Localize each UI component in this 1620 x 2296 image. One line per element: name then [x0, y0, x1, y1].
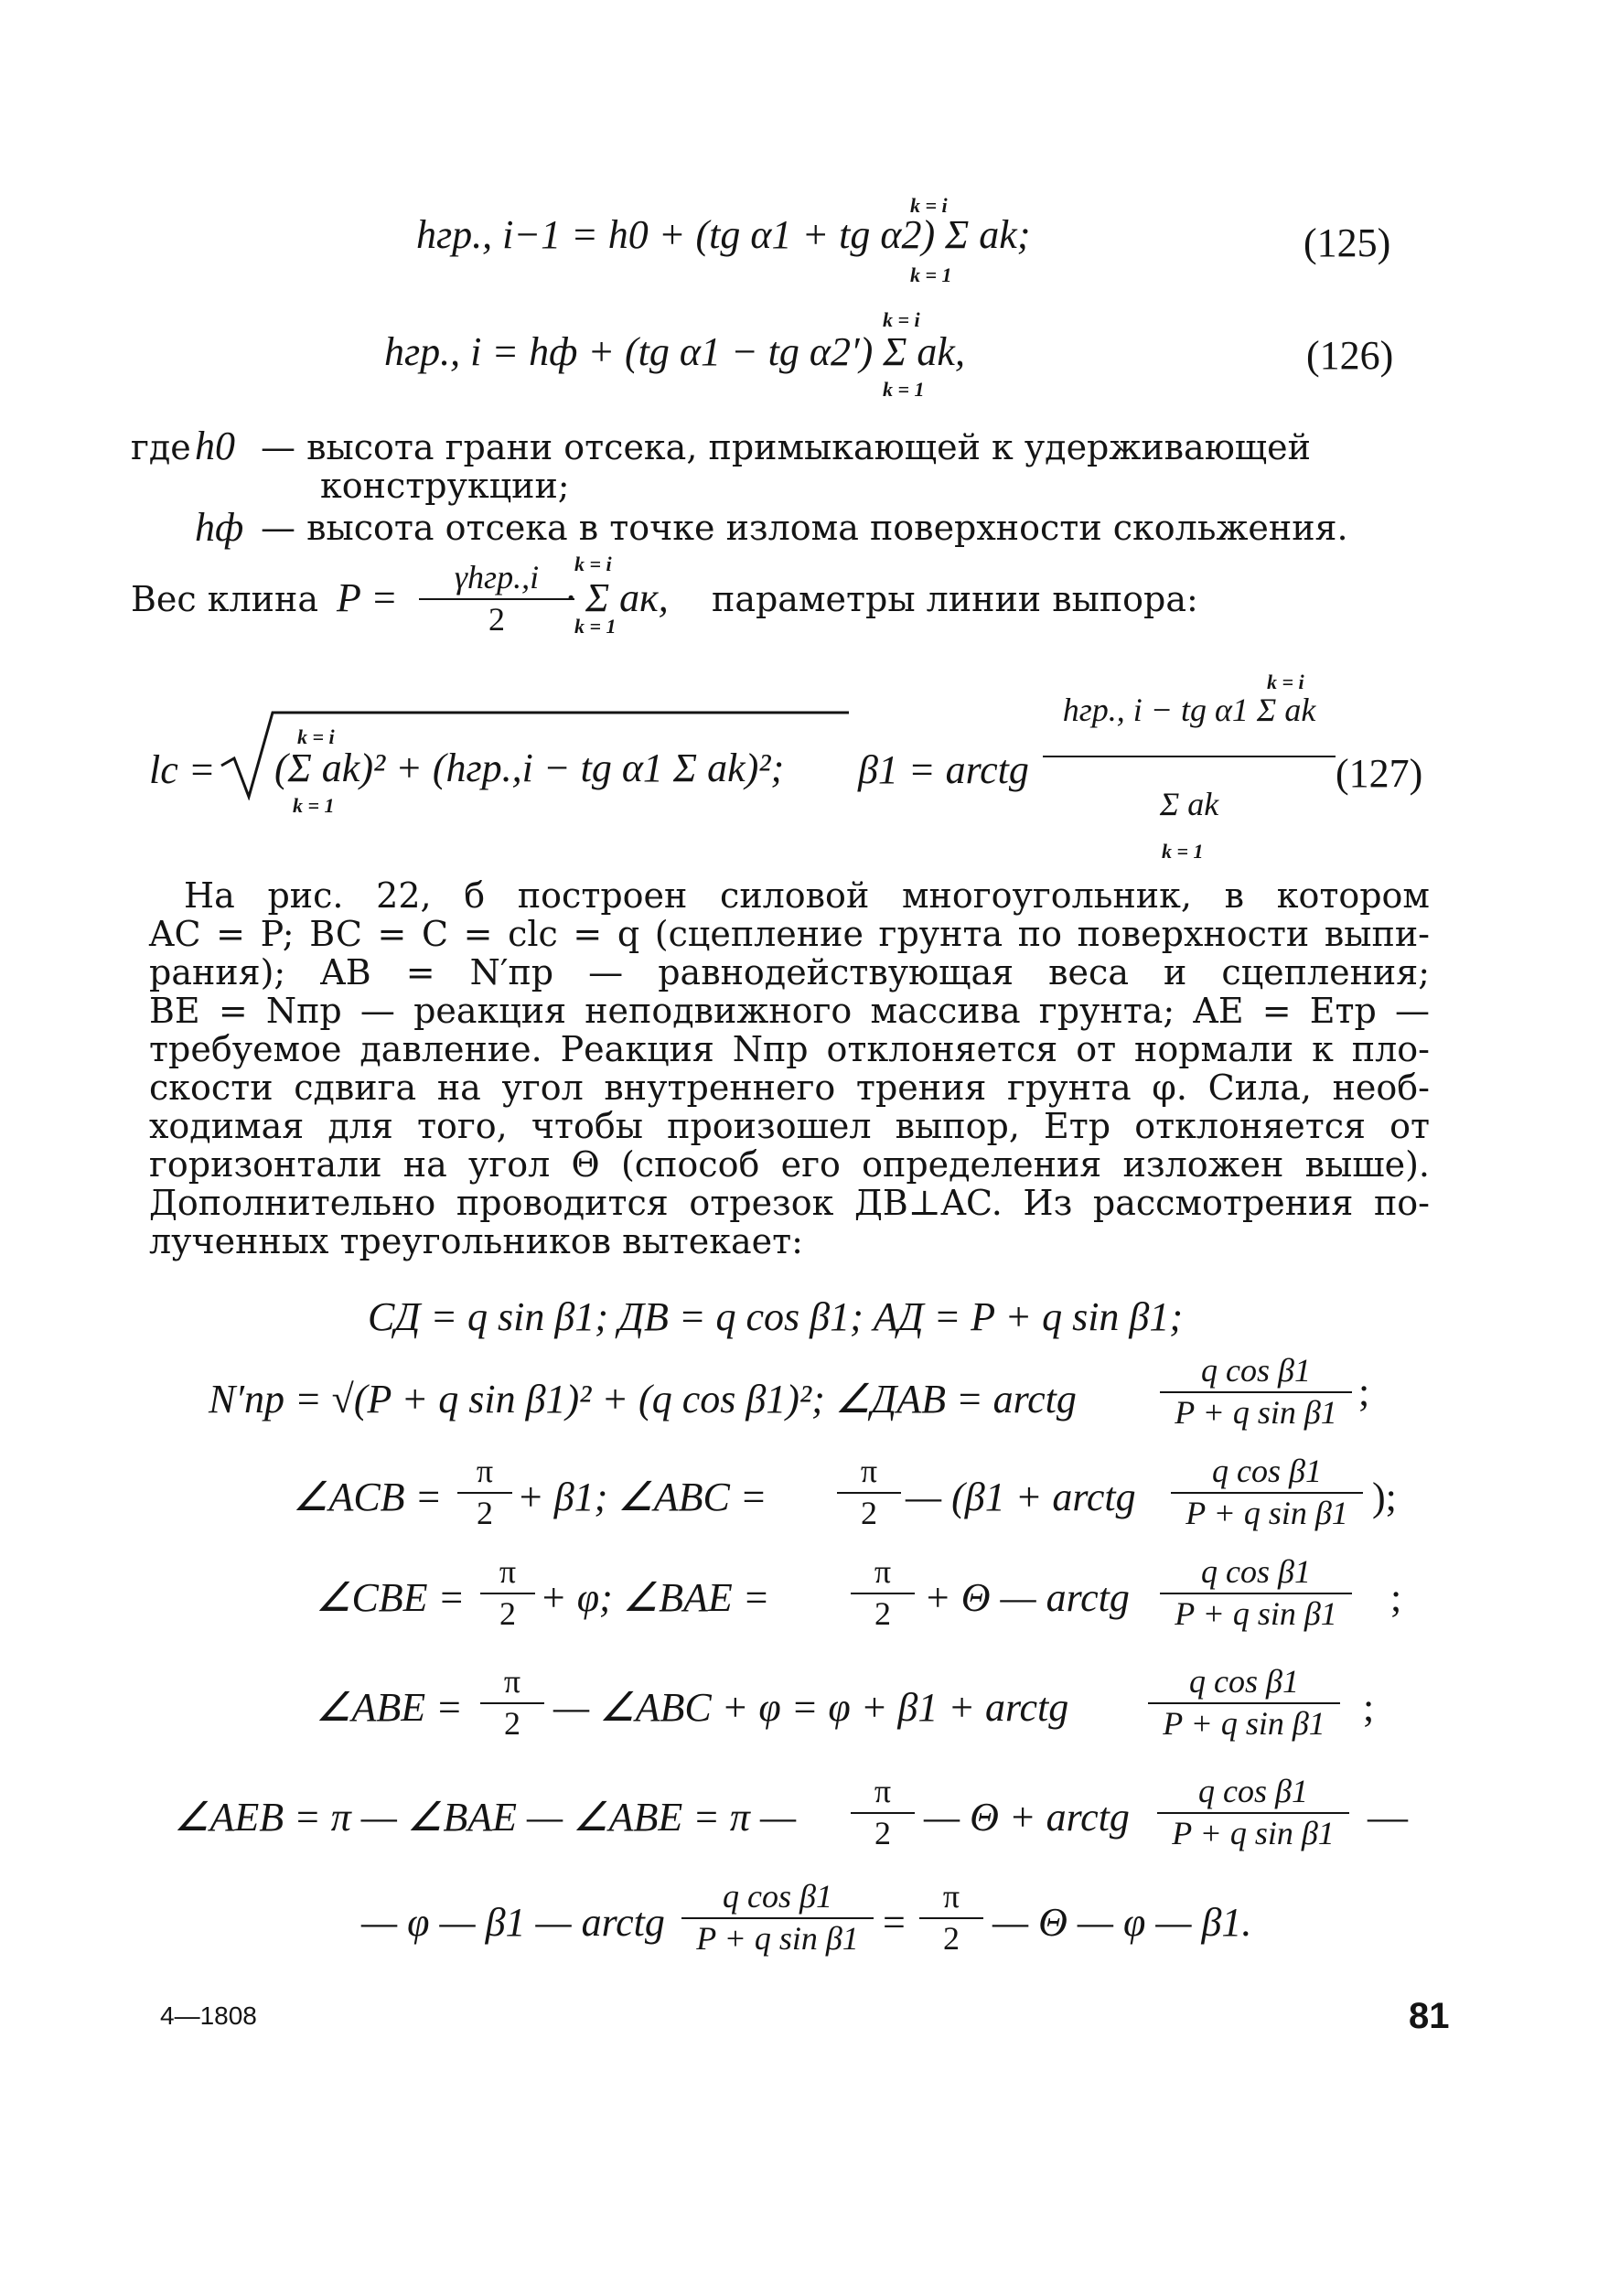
formula-bae-fraction: [1160, 1555, 1352, 1632]
formula-cbe-pi-half: [480, 1555, 535, 1632]
pi-numerator: π: [476, 1453, 494, 1489]
formula-bae-c: + Θ — arctg: [924, 1575, 1130, 1620]
eq127-radicand: (Σ ak)² + (hгр.,i − tg α1 Σ ak)²;: [274, 746, 785, 790]
fraction-bar: [480, 1593, 535, 1594]
eq127-fraction-numerator: hгр., i − tg α1 Σ ak: [1062, 692, 1316, 728]
formula-acb-b: + β1; ∠ABC =: [517, 1475, 767, 1519]
paragraph-line: скости сдвига на угол внутреннего трения грунта φ. Сила, необ-: [149, 1068, 1430, 1108]
formula-cbe-b: + φ; ∠BAE =: [540, 1575, 770, 1620]
eq127-beta-lhs: β1 = arctg: [858, 747, 1029, 792]
fraction-numerator: q cos β1: [1198, 1773, 1308, 1809]
fraction-bar: [1171, 1492, 1363, 1494]
paragraph-line: AC = P; BC = C = clc = q (сцепление грунта по поверхности выпи-: [149, 914, 1430, 954]
eq126-number: (126): [1306, 333, 1394, 378]
formula-bae-pi-half: [851, 1555, 915, 1632]
two-denominator: 2: [477, 1494, 493, 1531]
two-denominator: 2: [499, 1594, 516, 1632]
eq126-limit-bottom: k = 1: [883, 378, 925, 401]
eq126-formula: hгр., i = hф + (tg α1 − tg α2′) Σ ak,: [384, 329, 965, 374]
eq125-number: (125): [1304, 220, 1391, 265]
pi-numerator: π: [874, 1553, 892, 1590]
fraction-bar: [1160, 1391, 1352, 1393]
two-denominator: 2: [874, 1594, 891, 1632]
formula-abe-a: ∠ABE =: [316, 1685, 463, 1730]
fraction-bar: [1148, 1702, 1340, 1704]
pi-numerator: π: [942, 1878, 960, 1915]
formula-cont-eq: =: [883, 1900, 906, 1945]
eq127-limit-bottom-1: k = 1: [293, 794, 335, 817]
formula-aeb-a: ∠AEB = π — ∠BAE — ∠ABE = π —: [174, 1795, 797, 1840]
eq125-limit-bottom: k = 1: [910, 263, 952, 286]
eq127-fraction-denominator: Σ ak: [1159, 785, 1219, 822]
fraction-numerator: q cos β1: [1212, 1453, 1322, 1489]
formula-cont-c: — Θ — φ — β1.: [992, 1900, 1252, 1945]
main-paragraph: [149, 876, 1430, 1261]
paragraph-line: BE = Nпр — реакция неподвижного массива грунта; AE = Eтр —: [149, 991, 1430, 1031]
hf-definition: — высота отсека в точке излома поверхности скольжения.: [261, 508, 1348, 548]
eq127-lc-lhs: lc =: [149, 747, 216, 792]
fraction-bar: [919, 1917, 983, 1919]
hf-symbol: hф: [195, 505, 244, 550]
weight-limit-top: k = i: [574, 553, 612, 575]
formula-abe-fraction: [1148, 1665, 1340, 1742]
two-denominator: 2: [874, 1814, 891, 1851]
fraction-bar: [457, 1492, 512, 1494]
paragraph-line: На рис. 22, б построен силовой многоугольник, в котором: [184, 875, 1430, 916]
printer-signature: 4—1808: [160, 2001, 257, 2030]
eq127-fraction: [1043, 693, 1336, 822]
formula-abc-c: — (β1 + arctg: [906, 1475, 1136, 1519]
h0-definition-line1: — высота грани отсека, примыкающей к удерживающей: [261, 427, 1311, 467]
fraction-denominator: P + q sin β1: [1185, 1494, 1348, 1531]
h0-definition-line2: конструкции;: [320, 466, 570, 506]
formula-n-pr: N′пр = √(P + q sin β1)² + (q cos β1)²; ∠ДAB = arctg: [209, 1377, 1077, 1422]
fraction-bar: [837, 1492, 901, 1494]
formula-cont-a: — φ — β1 — arctg: [361, 1900, 665, 1945]
formula-n-pr-fraction: [1160, 1354, 1352, 1431]
two-denominator: 2: [504, 1704, 520, 1742]
fraction-denominator: P + q sin β1: [696, 1919, 859, 1957]
eq126-limit-top: k = i: [883, 308, 920, 331]
fraction-bar: [1160, 1593, 1352, 1594]
eq125-formula: hгр., i−1 = h0 + (tg α1 + tg α2) Σ ak;: [416, 212, 1031, 257]
paragraph-line: лученных треугольников вытекает:: [149, 1221, 803, 1261]
paragraph-line: рания); AB = N′пр — равнодействующая веса и сцепления;: [149, 952, 1430, 992]
h0-symbol: h0: [195, 424, 235, 468]
formula-abc-fraction: [1171, 1454, 1363, 1531]
weight-formula-lhs: P =: [337, 575, 398, 620]
formula-aeb-fraction: [1157, 1775, 1349, 1851]
paragraph-line: требуемое давление. Реакция Nпр отклоняется от нормали к пло-: [149, 1029, 1430, 1069]
fraction-denominator: P + q sin β1: [1172, 1814, 1335, 1851]
formula-n-pr-tail: ;: [1358, 1369, 1370, 1414]
weight-fraction-bar: [419, 598, 574, 600]
formula-cbe-a: ∠CBE =: [316, 1575, 466, 1620]
pi-numerator: π: [503, 1663, 521, 1700]
eq125-limit-top: k = i: [910, 194, 948, 217]
fraction-numerator: q cos β1: [1201, 1553, 1311, 1590]
eq127-frac-limit-top: k = i: [1267, 671, 1304, 693]
formula-abc-pi-half: [837, 1454, 901, 1531]
formula-cont-pi-half: [919, 1880, 983, 1957]
fraction-numerator: q cos β1: [1201, 1352, 1311, 1389]
fraction-denominator: P + q sin β1: [1175, 1393, 1337, 1431]
formula-abe-pi-half: [480, 1665, 544, 1742]
formula-aeb-tail: —: [1368, 1795, 1408, 1840]
formula-abe-b: — ∠ABC + φ = φ + β1 + arctg: [553, 1685, 1069, 1730]
weight-limit-bottom: k = 1: [574, 615, 617, 638]
eq127-limit-top-1: k = i: [297, 725, 335, 748]
weight-fraction-numerator: γhгр.,i: [454, 559, 540, 595]
paragraph-line: горизонтали на угол Θ (способ его определения изложен выше).: [149, 1144, 1430, 1185]
weight-fraction: [419, 561, 574, 638]
formula-acb-pi-half: [457, 1454, 512, 1531]
pi-numerator: π: [860, 1453, 878, 1489]
fraction-bar: [851, 1812, 915, 1814]
pi-numerator: π: [874, 1773, 892, 1809]
weight-sum: · Σ aк,: [565, 575, 669, 620]
fraction-numerator: q cos β1: [1189, 1663, 1299, 1700]
paragraph-line: ходимая для того, чтобы произошел выпор, Eтр отклоняется от: [149, 1106, 1430, 1146]
formula-abe-tail: ;: [1363, 1685, 1375, 1730]
fraction-denominator: P + q sin β1: [1163, 1704, 1325, 1742]
formula-acb-a: ∠ACB =: [293, 1475, 443, 1519]
formula-aeb-pi-half: [851, 1775, 915, 1851]
eq127-fraction-bar: [1043, 756, 1336, 757]
fraction-numerator: q cos β1: [723, 1878, 832, 1915]
two-denominator: 2: [943, 1919, 960, 1957]
fraction-bar: [480, 1702, 544, 1704]
formula-bae-tail: ;: [1390, 1575, 1402, 1620]
formula-aeb-b: — Θ + arctg: [924, 1795, 1130, 1840]
formula-cont-fraction: [681, 1880, 874, 1957]
weight-fraction-denominator: 2: [488, 600, 505, 638]
paragraph-line: Дополнительно проводится отрезок ДВ⊥AC. Из рассмотрения по-: [149, 1183, 1430, 1223]
fraction-bar: [1157, 1812, 1349, 1814]
formula-triangle-sides: CД = q sin β1; ДB = q cos β1; AД = P + q sin β1;: [368, 1294, 1183, 1339]
two-denominator: 2: [861, 1494, 877, 1531]
eq127-frac-limit-bottom: k = 1: [1162, 840, 1204, 863]
page-number: 81: [1409, 1996, 1450, 2036]
fraction-denominator: P + q sin β1: [1175, 1594, 1337, 1632]
weight-suffix: параметры линии выпора:: [712, 579, 1198, 619]
eq127-number: (127): [1336, 751, 1423, 796]
formula-abc-tail: );: [1372, 1475, 1397, 1519]
weight-prefix: Вес клина: [131, 579, 318, 619]
pi-numerator: π: [499, 1553, 517, 1590]
definitions-lead: где: [131, 427, 191, 467]
fraction-bar: [681, 1917, 874, 1919]
fraction-bar: [851, 1593, 915, 1594]
